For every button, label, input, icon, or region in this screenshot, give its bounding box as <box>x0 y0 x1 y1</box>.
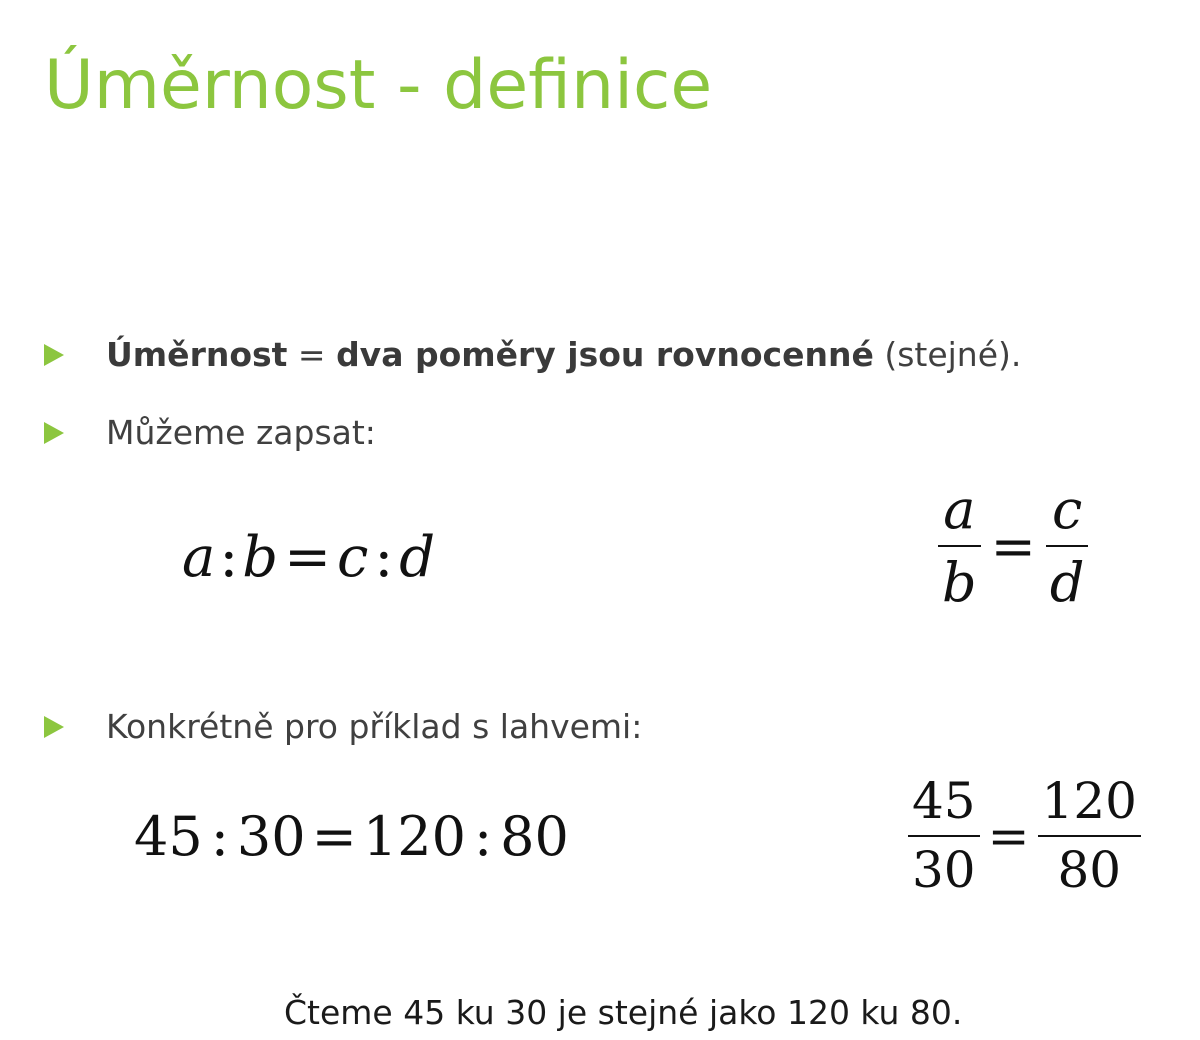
fraction-bar <box>1038 835 1141 837</box>
term-d: 80 <box>500 805 569 868</box>
term-b: b <box>242 525 279 590</box>
denominator: 30 <box>912 841 976 899</box>
definition-text <box>106 335 1022 374</box>
bullet-definition <box>44 335 1022 374</box>
colon-symbol: : <box>473 805 493 868</box>
term-c: c <box>337 525 369 590</box>
term-a: 45 <box>134 805 203 868</box>
example-text: Konkrétně pro příklad s lahvemi: <box>106 707 643 746</box>
term-d: d <box>399 525 436 590</box>
term-c: 120 <box>362 805 466 868</box>
fraction-equation-numbers <box>908 774 1141 898</box>
numerator: 45 <box>912 772 976 830</box>
ratio-equation-numbers <box>134 805 569 868</box>
fraction-right <box>1046 480 1089 613</box>
triangle-bullet-icon <box>44 716 64 738</box>
bullet-example <box>44 707 643 746</box>
definition-rest: (stejné). <box>873 335 1022 374</box>
fraction-equation-letters <box>938 480 1088 613</box>
definition-bold: dva poměry jsou rovnocenné <box>336 335 874 374</box>
equals-symbol: = <box>987 807 1030 865</box>
fraction-left <box>938 480 981 613</box>
denominator: b <box>942 551 977 615</box>
equals-text: = <box>287 335 337 374</box>
colon-symbol: : <box>210 805 229 868</box>
term-a: a <box>182 525 216 590</box>
triangle-bullet-icon <box>44 344 64 366</box>
notation-text: Můžeme zapsat: <box>106 413 376 452</box>
fraction-left <box>908 774 980 898</box>
term-umernost: Úměrnost <box>106 335 288 374</box>
numerator: a <box>943 478 976 541</box>
colon-symbol: : <box>219 525 239 590</box>
equals-symbol: = <box>284 525 332 590</box>
equals-symbol: = <box>990 514 1036 578</box>
numerator: c <box>1051 478 1083 541</box>
triangle-bullet-icon <box>44 422 64 444</box>
slide-title: Úměrnost - definice <box>44 46 713 125</box>
denominator: 80 <box>1057 841 1122 899</box>
bullet-notation <box>44 413 376 452</box>
denominator: d <box>1049 551 1085 615</box>
fraction-bar <box>908 835 980 837</box>
equals-symbol: = <box>311 805 357 868</box>
term-b: 30 <box>236 805 306 868</box>
fraction-right <box>1038 774 1141 898</box>
numerator: 120 <box>1041 772 1137 830</box>
fraction-bar <box>938 545 981 547</box>
ratio-equation-letters <box>182 525 436 590</box>
reading-sentence: Čteme 45 ku 30 je stejné jako 120 ku 80. <box>284 993 963 1032</box>
fraction-bar <box>1046 545 1089 547</box>
colon-symbol: : <box>374 525 394 590</box>
